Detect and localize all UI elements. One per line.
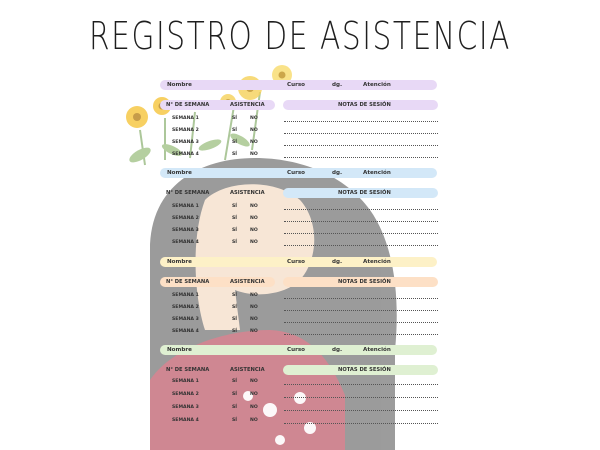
yes-option[interactable]: SÍ — [232, 418, 238, 423]
no-option[interactable]: NO — [250, 305, 258, 310]
attendance-column-label: ASISTENCIA — [230, 367, 265, 373]
table-row — [160, 114, 440, 124]
table-row — [160, 202, 440, 212]
yes-option[interactable]: SÍ — [232, 240, 238, 245]
yes-option[interactable]: SÍ — [232, 128, 238, 133]
course-label: Curso — [287, 82, 306, 88]
attention-label: Atención — [363, 170, 391, 176]
no-option[interactable]: NO — [250, 140, 258, 145]
yes-option[interactable]: SÍ — [232, 293, 238, 298]
page-title: REGISTRO DE ASISTENCIA — [89, 14, 511, 58]
table-row — [160, 315, 440, 325]
week-label: SEMANA 1 — [172, 204, 199, 209]
no-option[interactable]: NO — [250, 418, 258, 423]
no-option[interactable]: NO — [250, 240, 258, 245]
no-option[interactable]: NO — [250, 379, 258, 384]
dg-label: dg. — [332, 259, 343, 265]
yes-option[interactable]: SÍ — [232, 392, 238, 397]
yes-option[interactable]: SÍ — [232, 140, 238, 145]
week-label: SEMANA 2 — [172, 305, 199, 310]
no-option[interactable]: NO — [250, 152, 258, 157]
session-notes-line[interactable] — [284, 245, 438, 246]
attendance-column-label: ASISTENCIA — [230, 190, 265, 196]
name-label: Nombre — [167, 82, 192, 88]
week-label: SEMANA 3 — [172, 228, 199, 233]
table-row — [160, 291, 440, 301]
no-option[interactable]: NO — [250, 392, 258, 397]
week-column-label: N° DE SEMANA — [166, 190, 210, 196]
student-block-2 — [160, 168, 440, 252]
no-option[interactable]: NO — [250, 405, 258, 410]
yes-option[interactable]: SÍ — [232, 216, 238, 221]
table-row — [160, 226, 440, 236]
session-notes-line[interactable] — [284, 410, 438, 411]
session-notes-line[interactable] — [284, 209, 438, 210]
session-notes-line[interactable] — [284, 233, 438, 234]
table-row — [160, 416, 440, 426]
course-label: Curso — [287, 170, 306, 176]
week-label: SEMANA 2 — [172, 392, 199, 397]
week-column-label: N° DE SEMANA — [166, 102, 210, 108]
name-label: Nombre — [167, 170, 192, 176]
yes-option[interactable]: SÍ — [232, 379, 238, 384]
attention-label: Atención — [363, 347, 391, 353]
week-label: SEMANA 4 — [172, 329, 199, 334]
no-option[interactable]: NO — [250, 329, 258, 334]
dg-label: dg. — [332, 170, 343, 176]
session-notes-line[interactable] — [284, 145, 438, 146]
week-label: SEMANA 3 — [172, 317, 199, 322]
student-block-4 — [160, 345, 440, 429]
table-row — [160, 377, 440, 387]
notes-column-label: NOTAS DE SESIÓN — [338, 279, 391, 285]
week-label: SEMANA 4 — [172, 418, 199, 423]
session-notes-line[interactable] — [284, 310, 438, 311]
session-notes-line[interactable] — [284, 298, 438, 299]
no-option[interactable]: NO — [250, 293, 258, 298]
week-label: SEMANA 1 — [172, 116, 199, 121]
no-option[interactable]: NO — [250, 228, 258, 233]
week-label: SEMANA 2 — [172, 216, 199, 221]
week-label: SEMANA 3 — [172, 140, 199, 145]
no-option[interactable]: NO — [250, 216, 258, 221]
session-notes-line[interactable] — [284, 397, 438, 398]
attention-label: Atención — [363, 82, 391, 88]
yes-option[interactable]: SÍ — [232, 317, 238, 322]
session-notes-line[interactable] — [284, 157, 438, 158]
session-notes-line[interactable] — [284, 121, 438, 122]
table-row — [160, 126, 440, 136]
table-row — [160, 390, 440, 400]
course-label: Curso — [287, 259, 306, 265]
yes-option[interactable]: SÍ — [232, 228, 238, 233]
yes-option[interactable]: SÍ — [232, 329, 238, 334]
no-option[interactable]: NO — [250, 204, 258, 209]
week-column-label: N° DE SEMANA — [166, 279, 210, 285]
week-column-label: N° DE SEMANA — [166, 367, 210, 373]
session-notes-line[interactable] — [284, 423, 438, 424]
yes-option[interactable]: SÍ — [232, 152, 238, 157]
yes-option[interactable]: SÍ — [232, 204, 238, 209]
session-notes-line[interactable] — [284, 334, 438, 335]
yes-option[interactable]: SÍ — [232, 405, 238, 410]
dg-label: dg. — [332, 82, 343, 88]
session-notes-line[interactable] — [284, 221, 438, 222]
no-option[interactable]: NO — [250, 116, 258, 121]
table-row — [160, 403, 440, 413]
student-block-1 — [160, 80, 440, 164]
attendance-column-label: ASISTENCIA — [230, 102, 265, 108]
week-label: SEMANA 3 — [172, 405, 199, 410]
table-row — [160, 327, 440, 337]
notes-column-label: NOTAS DE SESIÓN — [338, 102, 391, 108]
attention-label: Atención — [363, 259, 391, 265]
week-label: SEMANA 2 — [172, 128, 199, 133]
no-option[interactable]: NO — [250, 317, 258, 322]
student-block-3 — [160, 257, 440, 341]
session-notes-line[interactable] — [284, 133, 438, 134]
notes-column-label: NOTAS DE SESIÓN — [338, 190, 391, 196]
yes-option[interactable]: SÍ — [232, 116, 238, 121]
table-row — [160, 214, 440, 224]
session-notes-line[interactable] — [284, 322, 438, 323]
table-row — [160, 303, 440, 313]
notes-column-label: NOTAS DE SESIÓN — [338, 367, 391, 373]
table-row — [160, 150, 440, 160]
no-option[interactable]: NO — [250, 128, 258, 133]
week-label: SEMANA 4 — [172, 152, 199, 157]
yes-option[interactable]: SÍ — [232, 305, 238, 310]
week-label: SEMANA 4 — [172, 240, 199, 245]
table-row — [160, 238, 440, 248]
attendance-column-label: ASISTENCIA — [230, 279, 265, 285]
name-label: Nombre — [167, 347, 192, 353]
name-label: Nombre — [167, 259, 192, 265]
week-label: SEMANA 1 — [172, 379, 199, 384]
table-row — [160, 138, 440, 148]
course-label: Curso — [287, 347, 306, 353]
week-label: SEMANA 1 — [172, 293, 199, 298]
session-notes-line[interactable] — [284, 384, 438, 385]
dg-label: dg. — [332, 347, 343, 353]
